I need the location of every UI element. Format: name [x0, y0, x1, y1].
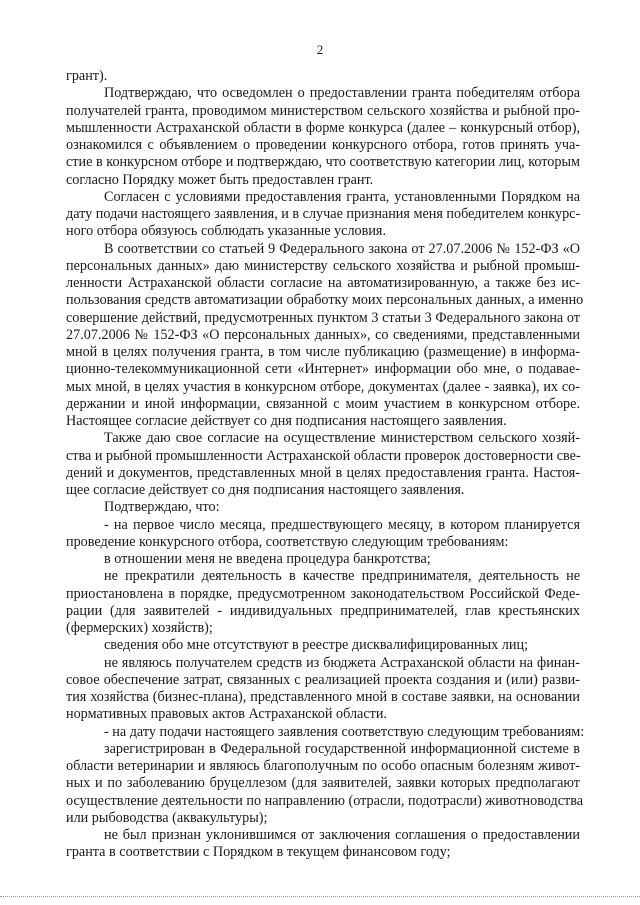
text-line: (фермерских) хозяйств);: [66, 620, 213, 636]
text-line: дату подачи настоящего заявления, и в случае признания меня победителем конкурс-: [66, 206, 581, 222]
text-line: проведение конкурсного отбора, соответствую следующим требованиям:: [66, 533, 509, 550]
text-line: 27.07.2006 № 152-ФЗ «О персональных данных», со сведениями, представленными: [66, 326, 580, 343]
text-line: ства и рыбной промышленности Астраханской области проверок достоверности све-: [66, 447, 581, 464]
text-line: щее согласие действует со дня подписания настоящего заявления.: [66, 482, 465, 498]
text-line: мной в целях получения гранта, в том числе публикацию (размещение) в информа-: [66, 344, 580, 360]
text-line: ного отбора обязуюсь соблюдать указанные условия.: [66, 223, 386, 240]
text-line: не являюсь получателем средств из бюджета Астраханской области на финан-: [104, 654, 580, 671]
text-line: сведения обо мне отсутствуют в реестре дисквалифицированных лиц;: [104, 637, 529, 654]
text-line: согласно Порядку может быть предоставлен грант.: [66, 171, 374, 188]
page-number: 2: [316, 42, 324, 57]
paragraph-not-evaded-agreement: [66, 827, 580, 862]
text-line: Также даю свое согласие на осуществление министерством сельского хозяй-: [104, 430, 580, 447]
footer-dotted-rule: [0, 896, 640, 897]
paragraph-no-bankruptcy: [66, 551, 580, 568]
text-line: области ветеринарии и являюсь благополучным по особо опасным болезням живот-: [66, 758, 580, 774]
text-line: пользования средств автоматизации обработку моих персональных данных, а именно: [66, 292, 584, 309]
text-line: не был признан уклонившимся от заключения соглашения о предоставлении: [104, 827, 580, 843]
paragraph-veterinary-registration: [66, 740, 584, 827]
text-line: держании и иной информации, связанной с моим участием в конкурсном отборе.: [66, 395, 580, 412]
paragraph-confirmation: [66, 85, 580, 189]
text-line: получателей гранта, проводимом министерством сельского хозяйства и рыбной про-: [66, 102, 580, 119]
text-line: - на первое число месяца, предшествующего месяцу, в котором планируется: [104, 516, 580, 533]
text-line: Подтверждаю, что осведомлен о предоставлении гранта победителям отбора: [104, 85, 580, 102]
text-line: Подтверждаю, что:: [104, 499, 220, 516]
text-line: мышленности Астраханской области в форме конкурса (далее – конкурсный отбор),: [66, 119, 580, 136]
paragraph-confirm-intro: [66, 499, 580, 516]
text-line: ознакомился с объявлением о проведении конкурсного отбора, готов принять уча-: [66, 137, 580, 153]
text-line: ционно-телекоммуникационной сети «Интернет» информации обо мне, о подавае-: [66, 361, 580, 378]
paragraph-activity-not-ceased: [66, 568, 580, 637]
text-line: стие в конкурсном отборе и подтверждаю, что соответствую категории лиц, которым: [66, 154, 580, 171]
text-line: мых мной, в целях участия в конкурсном отборе, документах (далее - заявка), их со-: [66, 378, 580, 395]
text-line: тия хозяйства (бизнес-плана), представленного мной в составе заявки, на основании: [66, 689, 580, 705]
text-line: или рыбоводства (аквакультуры);: [66, 809, 268, 826]
text-line: приостановлена в порядке, предусмотренном законодательством Российской Феде-: [66, 585, 580, 602]
paragraph-submission-date-requirements: [66, 723, 585, 741]
paragraph-not-disqualified: [66, 637, 580, 654]
text-line: совершение действий, предусмотренных пунктом 3 статьи 3 Федерального закона от: [66, 309, 580, 326]
text-line: в отношении меня не введена процедура банкротства;: [104, 551, 431, 567]
document-body: [66, 68, 585, 862]
text-line: гранта в соответствии с Порядком в текущем финансовом году;: [66, 844, 451, 861]
text-line: персональных данных» даю министерству сельского хозяйства и рыбной промыш-: [66, 257, 580, 274]
text-line: осуществление деятельности по направлению (отрасли, подотрасли) животноводства: [66, 792, 584, 809]
text-line: Согласен с условиями предоставления гранта, установленными Порядком на: [104, 188, 580, 205]
text-line: Настоящее согласие действует со дня подписания настоящего заявления.: [66, 413, 507, 429]
text-line: не прекратили деятельность в качестве предпринимателя, деятельность не: [104, 568, 580, 585]
text-line: ных и по заболеванию бруцеллезом (для заявителей, заявки которых предполагают: [66, 775, 580, 792]
paragraph-continuation: [66, 68, 580, 85]
text-line: - на дату подачи настоящего заявления соответствую следующим требованиям:: [104, 723, 585, 740]
text-line: совое обеспечение затрат, связанных с реализацией проекта создания и (или) разви-: [66, 671, 580, 688]
paragraph-conditions: [66, 189, 580, 241]
paragraph-first-day-requirements: [66, 517, 580, 552]
paragraph-not-budget-recipient: [66, 655, 580, 724]
text-line: В соответствии со статьей 9 Федерального закона от 27.07.2006 № 152-ФЗ «О: [104, 240, 580, 257]
text-line: ленности Астраханской области согласие на автоматизированную, а также без ис-: [66, 275, 580, 291]
paragraph-verification-consent: [66, 430, 580, 499]
text-line: нормативных правовых актов Астраханской области.: [66, 706, 387, 723]
text-line: дений и документов, представленных мной в целях предоставления гранта. Настоя-: [66, 464, 580, 481]
paragraph-personal-data-consent: [66, 240, 584, 431]
text-line: рации (для заявителей - индивидуальных предпринимателей, глав крестьянских: [66, 602, 580, 619]
text-line: зарегистрирован в Федеральной государственной информационной системе в: [104, 740, 580, 757]
text-line: грант).: [66, 68, 108, 84]
